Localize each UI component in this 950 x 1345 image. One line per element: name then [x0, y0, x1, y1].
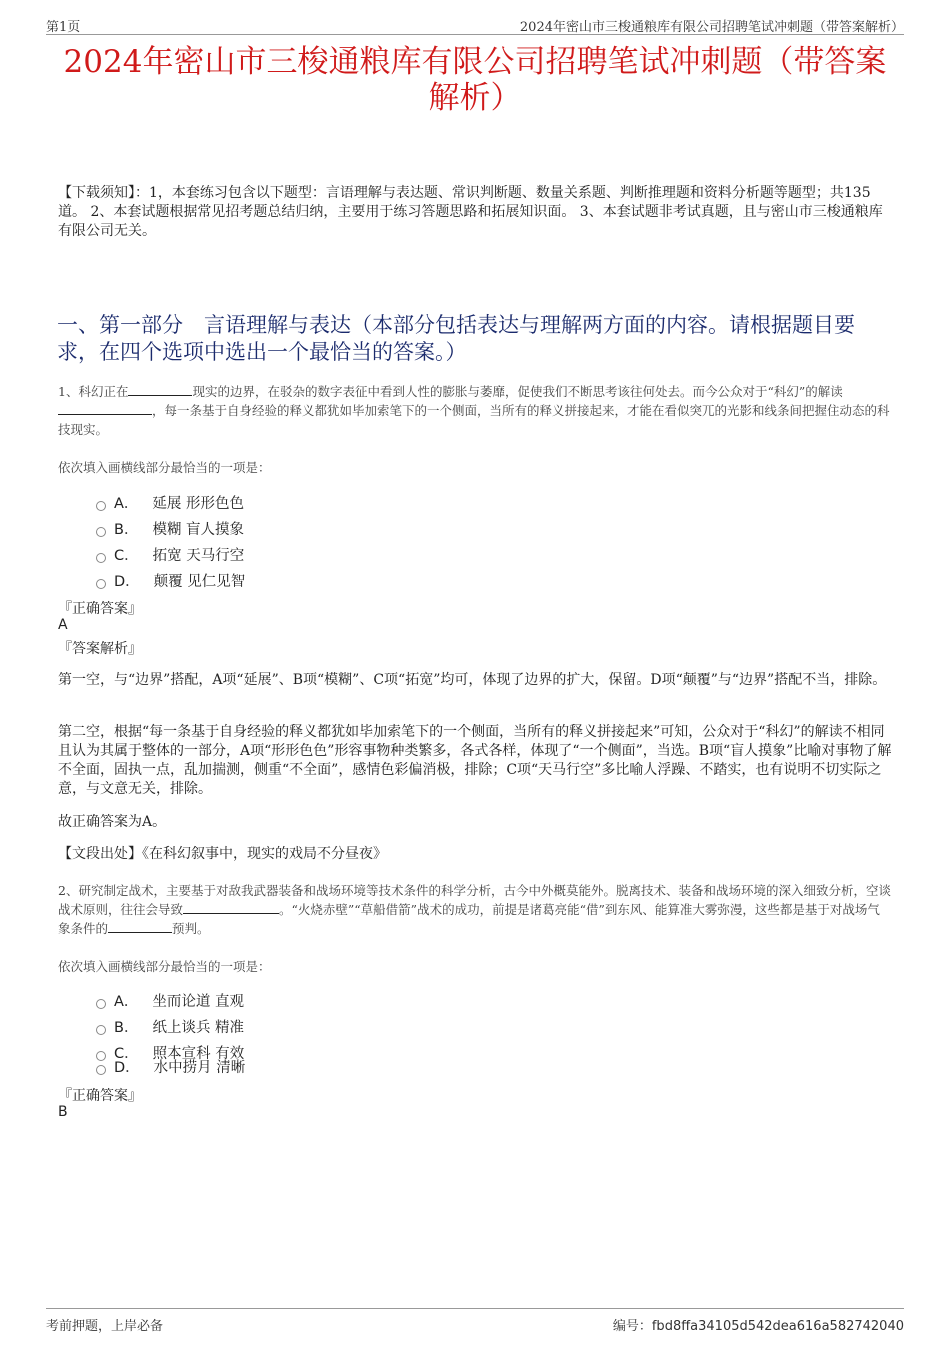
q2-text-part3: 预判。 — [172, 921, 210, 936]
radio-icon[interactable] — [96, 579, 106, 589]
radio-icon[interactable] — [96, 1065, 106, 1075]
q1-analysis-para-2: 第二空，根据“每一条基于自身经验的释义都犹如毕加索笔下的一个侧面，当所有的释义拼接起来”可知，公众对于“科幻”的解读不相同且认为其属于整体的一部分，A项“形形色色”形容事物种类繁多，各式各样，体现了“一个侧面”，当选。B项“盲人摸象”比喻对事物了解不全面，固执一点，乱加揣测，侧重“不全面”，感情色彩偏消极，排除；C项“天马行空”多比喻人浮躁、不踏实，也有说明不切实际之意，与文意无关，排除。 — [58, 724, 892, 797]
q1-option-b[interactable]: B． 模糊 盲人摸象 — [96, 518, 244, 539]
q2-prompt: 依次填入画横线部分最恰当的一项是： — [58, 959, 271, 974]
radio-icon[interactable] — [96, 553, 106, 563]
q1-option-c[interactable]: C． 拓宽 天马行空 — [96, 544, 244, 565]
header-doc-title: 2024年密山市三梭通粮库有限公司招聘笔试冲刺题（带答案解析） — [519, 20, 904, 35]
q1-answer: A — [58, 617, 68, 633]
q1-option-a[interactable]: A． 延展 形形色色 — [96, 492, 244, 513]
q1-text-part3: ，每一条基于自身经验的释义都犹如毕加索笔下的一个侧面，当所有的释义拼接起来，才能在看似突兀的光影和线条间把握住动态的科技现实。 — [58, 403, 890, 437]
q1-answer-label: 『正确答案』 — [58, 601, 142, 617]
radio-icon[interactable] — [96, 501, 106, 511]
document-title: 2024年密山市三梭通粮库有限公司招聘笔试冲刺题（带答案解析） — [63, 44, 887, 116]
section-heading: 一、第一部分 言语理解与表达（本部分包括表达与理解两方面的内容。请根据题目要求，在四个选项中选出一个最恰当的答案。） — [57, 313, 855, 364]
q1-option-d[interactable]: D． 颠覆 见仁见智 — [96, 570, 245, 591]
q2-option-d[interactable]: D． 水中捞月 清晰 — [96, 1056, 245, 1077]
radio-icon[interactable] — [96, 1025, 106, 1035]
q2-option-c[interactable]: C． 照本宣科 有效 — [96, 1042, 244, 1063]
q2-text-part2: 。“火烧赤壁”“草船借箭”战术的成功，前提是诸葛亮能“借”到东风、能算准大雾弥漫，这些都是基于对战场气象条件的 — [58, 902, 880, 936]
blank-line — [128, 383, 192, 396]
footer-slogan: 考前押题，上岸必备 — [46, 1319, 164, 1334]
q1-conclusion: 故正确答案为A。 — [58, 814, 167, 830]
radio-icon[interactable] — [96, 527, 106, 537]
download-notice: 【下载须知】：1，本套练习包含以下题型：言语理解与表达题、常识判断题、数量关系题、判断推理题和资料分析题等题型；共135道。 2、本套试题根据常见招考题总结归纳，主要用于练习答题思路和拓展知识面。 3、本套试题非考试真题，且与密山市三梭通粮库有限公司无关。 — [58, 185, 883, 239]
q1-text-part2: 现实的边界，在驳杂的数字表征中看到人性的膨胀与萎靡，促使我们不断思考该往何处去。而今公众对于“科幻”的解读 — [192, 384, 843, 399]
q2-text-part1: 2、研究制定战术，主要基于对敌我武器装备和战场环境等技术条件的科学分析，古今中外概莫能外。脱离技术、装备和战场环境的深入细致分析，空谈战术原则，往往会导致 — [58, 883, 891, 917]
blank-line — [58, 402, 152, 415]
q2-option-a[interactable]: A． 坐而论道 直观 — [96, 990, 244, 1011]
page-footer — [46, 1308, 904, 1333]
q2-answer: B — [58, 1104, 68, 1120]
q2-option-b[interactable]: B． 纸上谈兵 精准 — [96, 1016, 244, 1037]
question-1-stem — [58, 382, 892, 439]
q1-analysis-para-1: 第一空，与“边界”搭配，A项“延展”、B项“模糊”、C项“拓宽”均可，体现了边界的扩大，保留。D项“颠覆”与“边界”搭配不当，排除。 — [58, 672, 887, 688]
q1-text-part1: 1、科幻正在 — [58, 384, 129, 399]
q2-answer-label: 『正确答案』 — [58, 1088, 142, 1104]
document-code: 编号：fbd8ffa34105d542dea616a582742040 — [612, 1319, 904, 1334]
radio-icon[interactable] — [96, 999, 106, 1009]
page-header — [46, 14, 904, 35]
q1-prompt: 依次填入画横线部分最恰当的一项是： — [58, 460, 271, 475]
blank-line — [108, 920, 172, 933]
page-number: 第1页 — [46, 20, 81, 35]
q1-source: 【文段出处】《在科幻叙事中，现实的戏局不分昼夜》 — [58, 846, 387, 862]
q1-analysis-label: 『答案解析』 — [58, 641, 142, 657]
blank-line — [183, 901, 279, 914]
question-2-stem — [58, 881, 892, 938]
